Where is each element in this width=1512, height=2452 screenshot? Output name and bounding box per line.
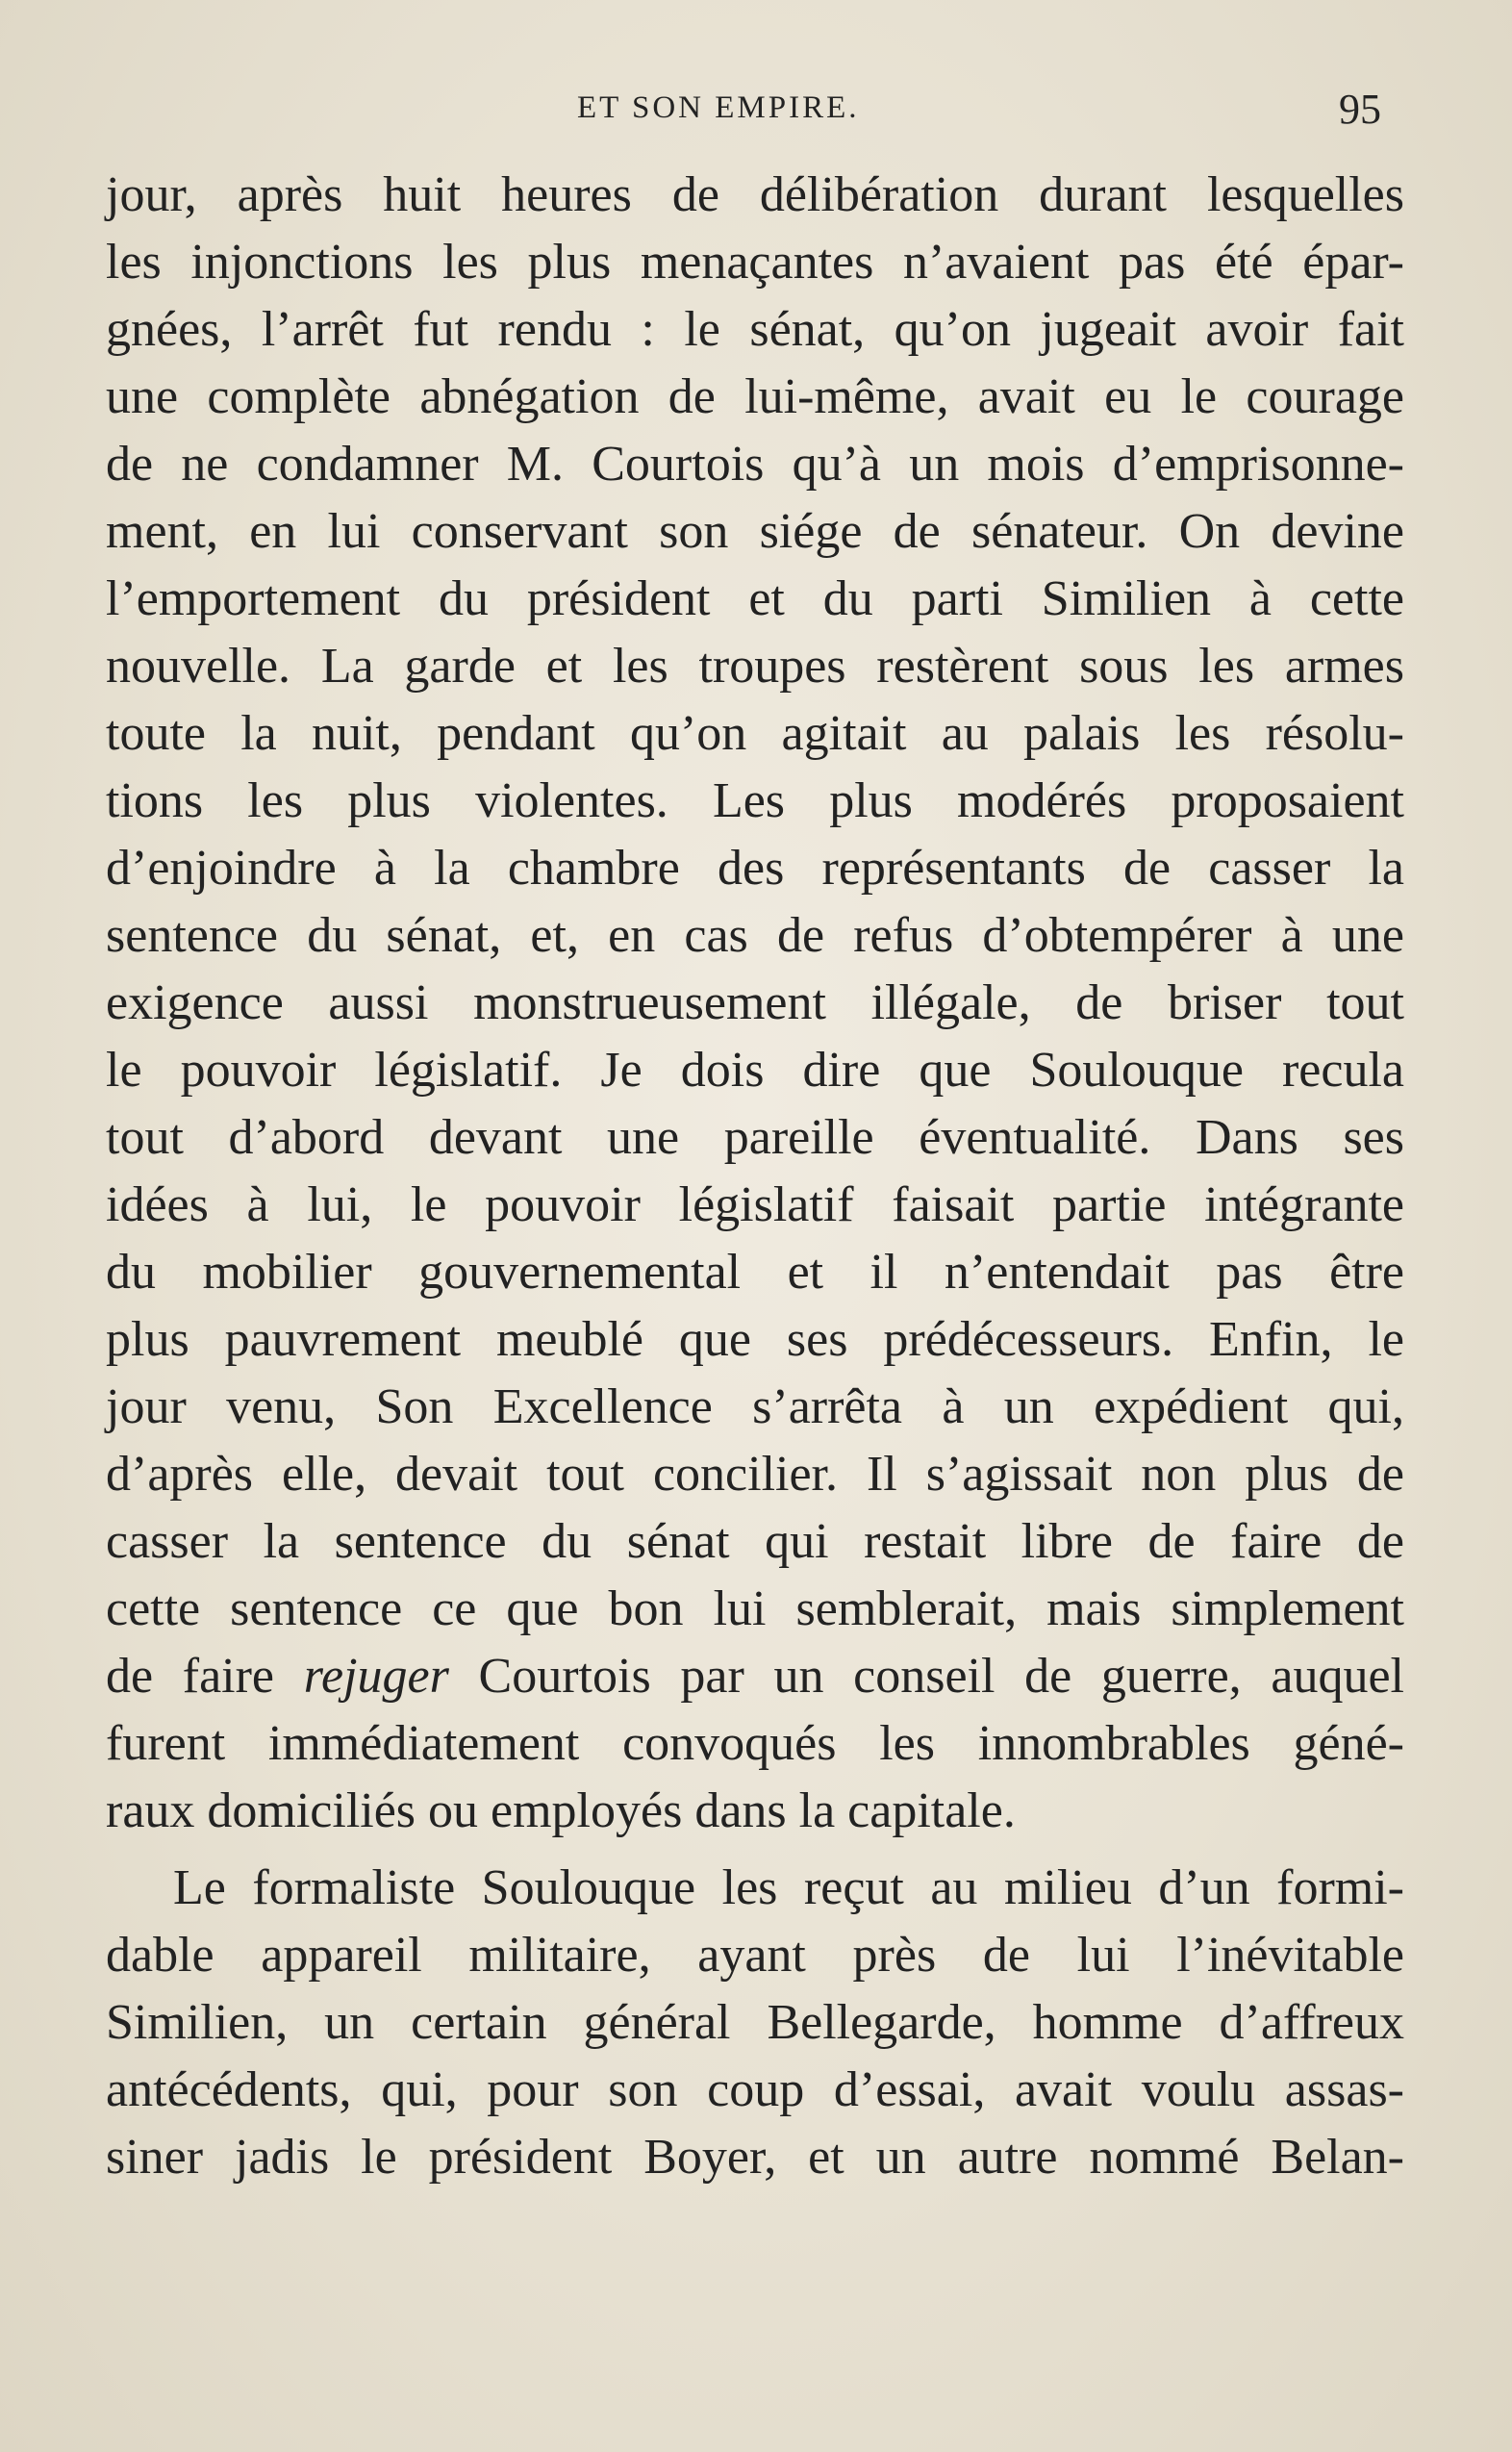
text-line: antécédents, qui, pour son coup d’essai, avait voulu assas- (106, 2062, 1404, 2117)
body-text (106, 162, 1404, 2191)
text-line: siner jadis le président Boyer, et un autre nommé Belan- (106, 2130, 1404, 2185)
paragraph-gap (106, 1845, 1404, 1855)
text-segment: Courtois par un conseil de guerre, auquel (448, 1649, 1404, 1704)
text-line-with-italic (106, 1643, 1404, 1710)
italic-word: rejuger (303, 1649, 449, 1704)
text-line: idées à lui, le pouvoir législatif faisait partie intégrante (106, 1177, 1404, 1232)
text-line: tions les plus violentes. Les plus modérés proposaient (106, 773, 1404, 828)
text-line: furent immédiatement convoqués les innombrables géné- (106, 1716, 1404, 1771)
text-line: une complète abnégation de lui-même, avait eu le courage (106, 369, 1404, 424)
text-line: tout d’abord devant une pareille éventualité. Dans ses (106, 1110, 1404, 1165)
text-line: toute la nuit, pendant qu’on agitait au palais les résolu- (106, 706, 1404, 761)
running-title: ET SON EMPIRE. (577, 90, 860, 125)
text-line: casser la sentence du sénat qui restait libre de faire de (106, 1514, 1404, 1569)
text-line: exigence aussi monstrueusement illégale, de briser tout (106, 975, 1404, 1030)
text-line: le pouvoir législatif. Je dois dire que Soulouque recula (106, 1043, 1404, 1098)
paragraph-2 (106, 1855, 1404, 2191)
text-line: cette sentence ce que bon lui semblerait, mais simplement (106, 1581, 1404, 1636)
text-line: d’après elle, devait tout concilier. Il s’agissait non plus de (106, 1447, 1404, 1502)
text-line: du mobilier gouvernemental et il n’entendait pas être (106, 1245, 1404, 1300)
text-line: d’enjoindre à la chambre des représentants de casser la (106, 841, 1404, 896)
text-line: les injonctions les plus menaçantes n’avaient pas été épar- (106, 235, 1404, 290)
text-line: plus pauvrement meublé que ses prédécesseurs. Enfin, le (106, 1312, 1404, 1367)
text-line: nouvelle. La garde et les troupes restèrent sous les armes (106, 639, 1404, 694)
text-line: jour venu, Son Excellence s’arrêta à un expédient qui, (106, 1379, 1404, 1434)
text-line: ment, en lui conservant son siége de sénateur. On devine (106, 504, 1404, 559)
text-line: sentence du sénat, et, en cas de refus d’obtempérer à une (106, 908, 1404, 963)
text-line: gnées, l’arrêt fut rendu : le sénat, qu’on jugeait avoir fait (106, 302, 1404, 357)
text-line: l’emportement du président et du parti Similien à cette (106, 571, 1404, 626)
text-line: raux domiciliés ou employés dans la capitale. (106, 1783, 1016, 1838)
text-segment: de faire (106, 1649, 304, 1704)
text-line: Le formaliste Soulouque les reçut au milieu d’un formi- (173, 1860, 1404, 1915)
running-head (0, 85, 1512, 142)
page-number: 95 (1339, 86, 1381, 133)
text-line: jour, après huit heures de délibération durant lesquelles (106, 167, 1404, 222)
paragraph-1 (106, 162, 1404, 1845)
text-line: Similien, un certain général Bellegarde, homme d’affreux (106, 1995, 1404, 2050)
text-line: dable appareil militaire, ayant près de lui l’inévitable (106, 1928, 1404, 1983)
text-line: de ne condamner M. Courtois qu’à un mois d’emprisonne- (106, 437, 1404, 492)
